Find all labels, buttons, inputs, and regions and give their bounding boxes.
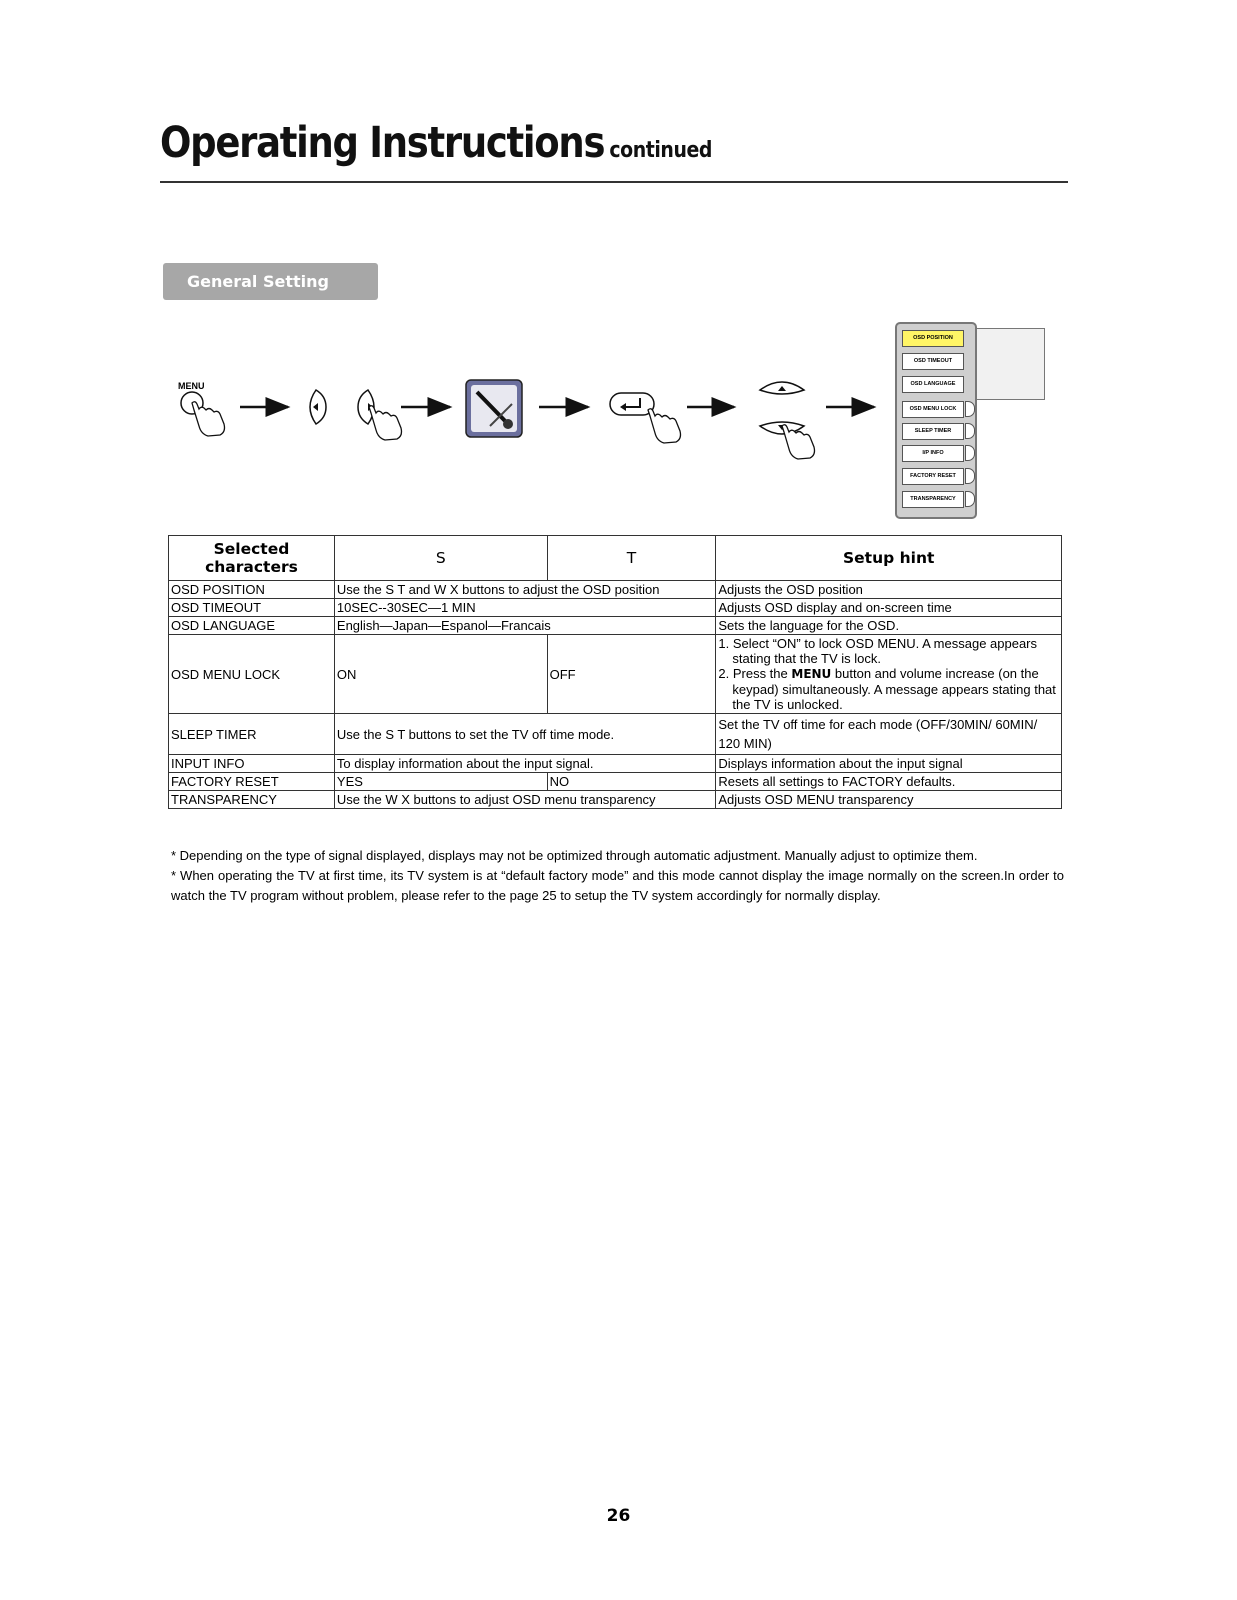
row-value: Use the S T buttons to set the TV off time mode. [334, 714, 715, 755]
osd-menu-item-osd-menu-lock[interactable]: OSD MENU LOCK [902, 401, 964, 418]
row-name: TRANSPARENCY [169, 791, 335, 809]
osd-menu-item-ip-info[interactable]: I/P INFO [902, 445, 964, 462]
row-hint [716, 635, 1062, 714]
row-hint: Sets the language for the OSD. [716, 617, 1062, 635]
row-name: SLEEP TIMER [169, 714, 335, 755]
header-t: T [547, 536, 716, 581]
osd-menu-knob [965, 491, 975, 507]
page-title [160, 118, 712, 168]
left-button-icon [310, 390, 326, 424]
row-hint: Displays information about the input signal [716, 755, 1062, 773]
page-number: 26 [606, 1506, 631, 1526]
menu-navigation-diagram [168, 318, 1058, 523]
table-row [169, 773, 1062, 791]
header-selected-characters: Selected characters [169, 536, 335, 581]
table-row [169, 617, 1062, 635]
header-setup-hint: Setup hint [716, 536, 1062, 581]
osd-menu-knob [965, 401, 975, 417]
row-hint: Adjusts OSD MENU transparency [716, 791, 1062, 809]
row-value: 10SEC--30SEC—1 MIN [334, 599, 715, 617]
hint-step-1: 1. Select “ON” to lock OSD MENU. A message appears stating that the TV is lock. [718, 636, 1038, 666]
settings-table [168, 535, 1062, 809]
row-name: OSD TIMEOUT [169, 599, 335, 617]
right-button-icon [358, 390, 402, 440]
row-name: INPUT INFO [169, 755, 335, 773]
osd-menu-item-transparency[interactable]: TRANSPARENCY [902, 491, 964, 508]
osd-position-preview [973, 328, 1045, 400]
row-hint: Adjusts OSD display and on-screen time [716, 599, 1062, 617]
osd-menu-knob [965, 468, 975, 484]
row-value-on: ON [334, 635, 547, 714]
osd-menu-panel [895, 322, 977, 519]
osd-menu-item-sleep-timer[interactable]: SLEEP TIMER [902, 423, 964, 440]
hint-step-2-post: button and volume increase (on the keypad) simultaneously. A message appears stating that the TV is unlocked. [732, 666, 1056, 712]
enter-button-icon [610, 393, 681, 443]
row-value-off: OFF [547, 635, 716, 714]
row-value: English—Japan—Espanol—Francais [334, 617, 715, 635]
section-tab-general-setting: General Setting [163, 263, 378, 300]
footnote: * When operating the TV at first time, its TV system is at “default factory mode” and this mode cannot display the image normally on the screen.In order to watch the TV program without problem, please refer to the page 25 to setup the TV system accordingly for normally display. [171, 868, 1064, 903]
footnote: * Depending on the type of signal displayed, displays may not be optimized through automatic adjustment. Manually adjust to optimize them. [171, 848, 978, 863]
header [160, 118, 1068, 183]
row-value: Use the S T and W X buttons to adjust the OSD position [334, 581, 715, 599]
row-name: OSD POSITION [169, 581, 335, 599]
footnotes [171, 846, 1064, 906]
setup-tool-icon [466, 380, 522, 437]
row-name: OSD LANGUAGE [169, 617, 335, 635]
page-title-text: Operating Instructions [160, 118, 605, 168]
row-hint: Adjusts the OSD position [716, 581, 1062, 599]
up-down-buttons-icon [760, 370, 815, 459]
row-value-yes: YES [334, 773, 547, 791]
page-subtitle: continued [609, 138, 713, 163]
row-value: Use the W X buttons to adjust OSD menu transparency [334, 791, 715, 809]
table-row [169, 599, 1062, 617]
row-value: To display information about the input signal. [334, 755, 715, 773]
row-hint: Resets all settings to FACTORY defaults. [716, 773, 1062, 791]
table-row [169, 581, 1062, 599]
osd-menu-item-osd-language[interactable]: OSD LANGUAGE [902, 376, 964, 393]
hint-step-2-pre: 2. Press the [718, 666, 792, 681]
menu-button-icon [181, 392, 225, 436]
hint-step-2 [718, 666, 1059, 712]
osd-menu-knob [965, 445, 975, 461]
table-row [169, 755, 1062, 773]
row-hint: Set the TV off time for each mode (OFF/30MIN/ 60MIN/ 120 MIN) [716, 714, 1062, 755]
table-row [169, 791, 1062, 809]
header-s: S [334, 536, 547, 581]
menu-button-label: MENU [178, 381, 205, 391]
table-row [169, 635, 1062, 714]
osd-menu-item-osd-position[interactable]: OSD POSITION [902, 330, 964, 347]
table-header-row [169, 536, 1062, 581]
table-row [169, 714, 1062, 755]
menu-key-label: MENU [791, 667, 832, 681]
osd-menu-knob [965, 423, 975, 439]
row-name: FACTORY RESET [169, 773, 335, 791]
row-name: OSD MENU LOCK [169, 635, 335, 714]
osd-menu-item-factory-reset[interactable]: FACTORY RESET [902, 468, 964, 485]
osd-menu-item-osd-timeout[interactable]: OSD TIMEOUT [902, 353, 964, 370]
row-value-no: NO [547, 773, 716, 791]
